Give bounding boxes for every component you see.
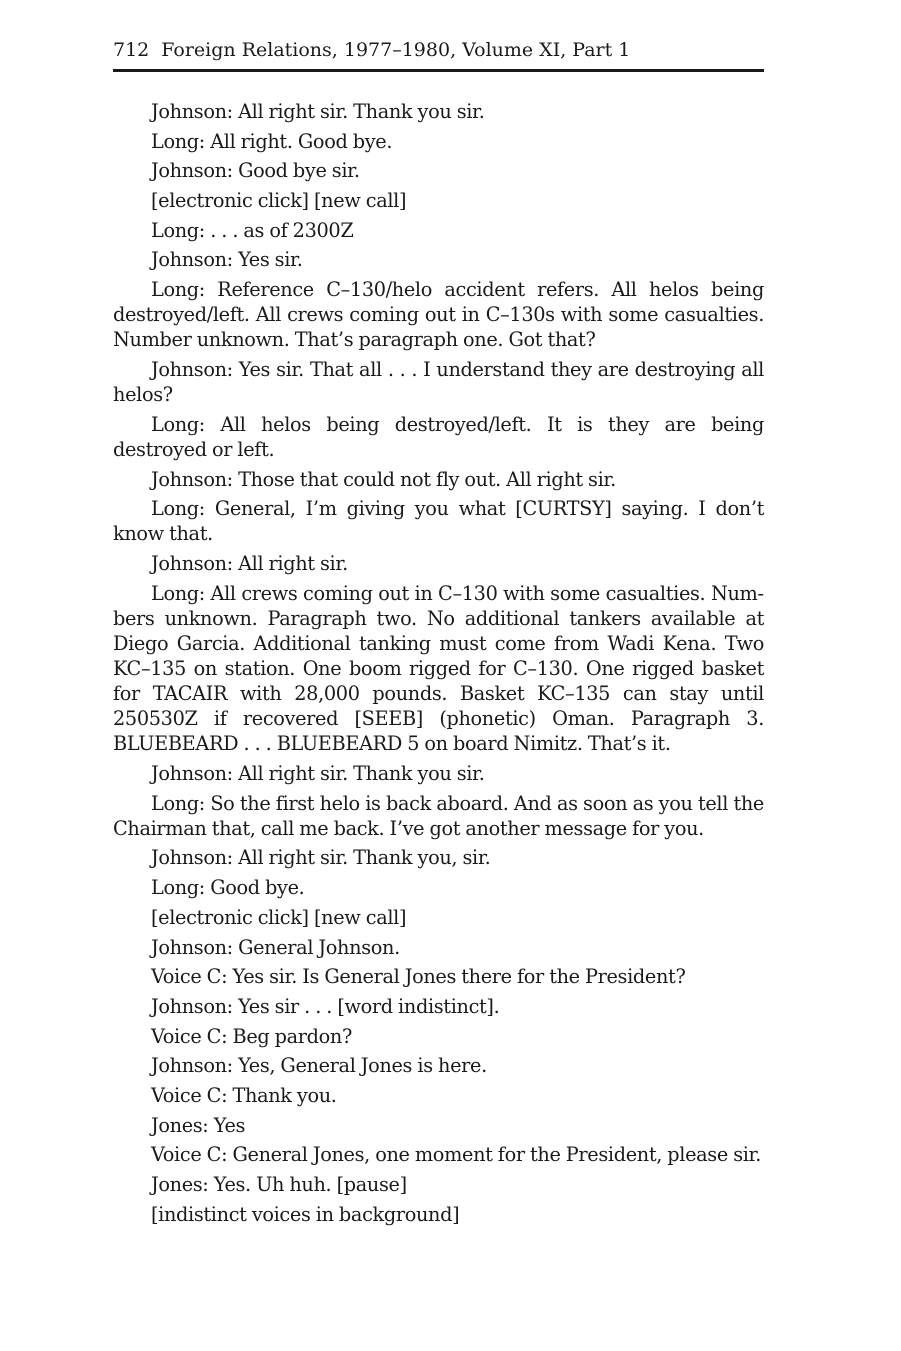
transcript-paragraph: Johnson: All right sir. Thank you sir. xyxy=(151,761,485,785)
transcript-paragraph: Jones: Yes. Uh huh. [pause] xyxy=(151,1173,407,1196)
transcript-paragraph: Long: . . . as of 2300Z xyxy=(151,218,354,242)
transcript-paragraph: Long: General, I’m giving you what [CURTSY] saying. I don’t know that. xyxy=(113,497,764,546)
page-number: 712 xyxy=(113,39,150,61)
transcript-paragraph: Johnson: All right sir. Thank you, sir. xyxy=(151,846,491,870)
transcript-paragraph: Voice C: Thank you. xyxy=(151,1083,337,1107)
transcript-paragraph: Voice C: Yes sir. Is General Jones there for the President? xyxy=(151,965,686,989)
transcript-paragraph: Long: All crews coming out in C–130 with some casualties. Numbers unknown. Paragraph two. No additional tankers available at Diego Garcia. Additional tanking must come from Wadi Kena. Two KC–135 on station. One boom rigged for C–130. One rigged basket for TACAIR with 28,000 pounds. Basket KC–135 can stay until 250530Z if recovered [SEEB] (phonetic) Oman. Paragraph 3. BLUEBEARD . . . BLUEBEARD 5 on board Nimitz. That’s it. xyxy=(113,581,764,756)
transcript-paragraph: Long: All right. Good bye. xyxy=(151,129,393,153)
transcript-paragraph: Johnson: Yes sir. That all . . . I understand they are destroying all helos? xyxy=(113,358,764,407)
transcript-paragraph: [electronic click] [new call] xyxy=(151,905,407,929)
transcript-paragraph: Johnson: Yes, General Jones is here. xyxy=(151,1054,487,1078)
header-rule xyxy=(113,69,764,72)
transcript-paragraph: Johnson: Good bye sir. xyxy=(151,159,360,183)
transcript-paragraph: [indistinct voices in background] xyxy=(151,1202,460,1226)
transcript-paragraph: Johnson: General Johnson. xyxy=(151,935,400,959)
transcript-paragraph: Johnson: Those that could not fly out. All right sir. xyxy=(151,467,616,491)
transcript-paragraph: Voice C: General Jones, one moment for the President, please sir. xyxy=(151,1143,762,1167)
transcript-paragraph: Johnson: Yes sir . . . [word indistinct]. xyxy=(151,994,500,1018)
transcript-paragraph: [electronic click] [new call] xyxy=(151,189,407,213)
transcript-paragraph: Long: Good bye. xyxy=(151,876,305,900)
running-head xyxy=(113,38,763,62)
transcript-body xyxy=(113,99,764,1231)
transcript-paragraph: Long: Reference C–130/helo accident refers. All helos being destroyed/left. All crews coming out in C–130s with some casualties. Number unknown. That’s paragraph one. Got that? xyxy=(113,278,764,352)
transcript-paragraph: Long: So the first helo is back aboard. And as soon as you tell the Chairman that, call me back. I’ve got another message for you. xyxy=(113,791,764,840)
transcript-paragraph: Johnson: Yes sir. xyxy=(151,248,303,272)
transcript-paragraph: Voice C: Beg pardon? xyxy=(151,1024,352,1048)
transcript-paragraph: Johnson: All right sir. Thank you sir. xyxy=(151,100,485,123)
running-title: Foreign Relations, 1977–1980, Volume XI, Part 1 xyxy=(161,39,631,61)
transcript-paragraph: Johnson: All right sir. xyxy=(151,552,348,576)
transcript-paragraph: Jones: Yes xyxy=(151,1113,246,1137)
transcript-paragraph: Long: All helos being destroyed/left. It is they are being destroyed or left. xyxy=(113,412,764,461)
